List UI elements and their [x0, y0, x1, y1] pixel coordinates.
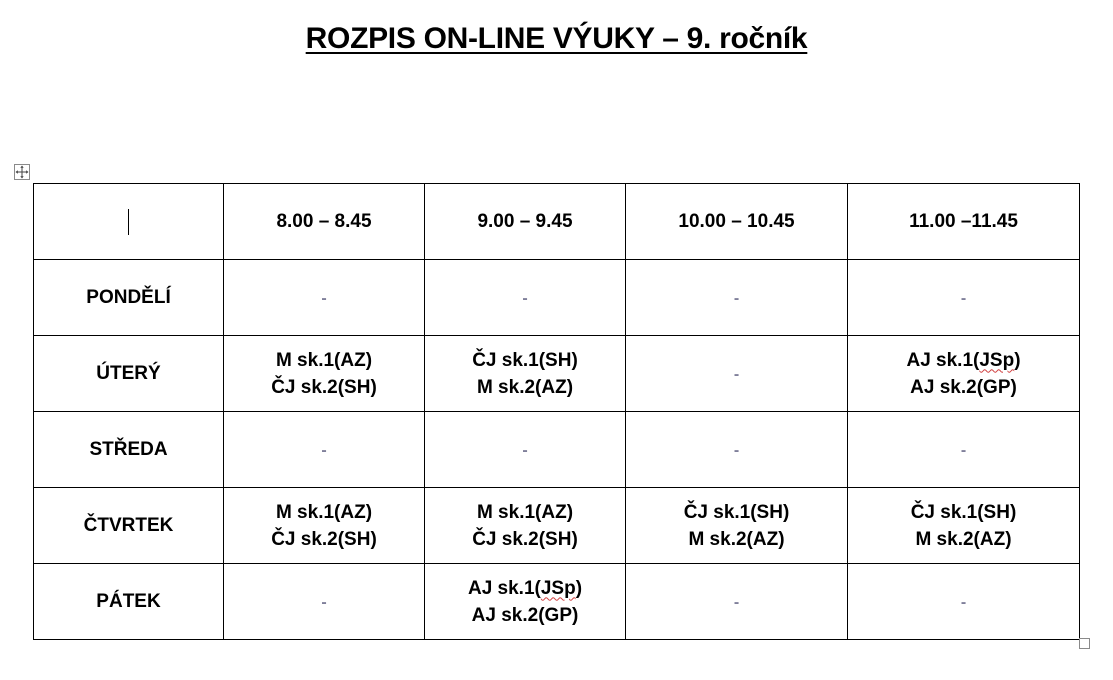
lesson-cell[interactable] — [848, 336, 1080, 412]
text-cursor — [128, 209, 129, 235]
empty-slot-dash: - — [321, 593, 327, 611]
day-cell[interactable] — [34, 488, 224, 564]
corner-cell[interactable] — [34, 184, 224, 260]
lesson-cell[interactable] — [848, 260, 1080, 336]
time-slot-header[interactable] — [425, 184, 626, 260]
document-title-text: ROZPIS ON-LINE VÝUKY – 9. ročník — [305, 22, 808, 55]
lesson-cell[interactable] — [224, 564, 425, 640]
time-slot-label: 9.00 – 9.45 — [477, 211, 573, 232]
lesson-line: M sk.1(AZ) — [275, 349, 373, 371]
day-label: PÁTEK — [96, 591, 161, 612]
lesson-line: AJ sk.1(JSp) — [467, 577, 583, 599]
empty-slot-dash: - — [960, 441, 967, 459]
resize-square-icon[interactable] — [1079, 638, 1090, 649]
day-cell[interactable] — [34, 564, 224, 640]
empty-slot-dash: - — [522, 441, 528, 459]
time-slot-label: 8.00 – 8.45 — [276, 211, 372, 232]
lesson-line: M sk.2(AZ) — [476, 376, 574, 398]
lesson-line: ČJ sk.2(SH) — [472, 528, 578, 550]
lesson-cell[interactable] — [224, 336, 425, 412]
lesson-line: AJ sk.2(GP) — [471, 604, 579, 626]
empty-slot-dash: - — [733, 289, 740, 307]
table-row — [34, 564, 1080, 640]
lesson-cell[interactable] — [626, 564, 848, 640]
time-slot-label: 10.00 – 10.45 — [678, 211, 795, 232]
lesson-cell[interactable] — [626, 260, 848, 336]
lesson-line: ČJ sk.2(SH) — [271, 376, 377, 398]
empty-slot-dash: - — [960, 593, 967, 611]
lesson-line: ČJ sk.2(SH) — [271, 528, 377, 550]
empty-slot-dash: - — [321, 441, 327, 459]
lesson-cell[interactable] — [224, 488, 425, 564]
time-slot-header[interactable] — [848, 184, 1080, 260]
lesson-line: M sk.1(AZ) — [476, 501, 574, 523]
day-cell[interactable] — [34, 260, 224, 336]
lesson-cell[interactable] — [425, 336, 626, 412]
document-title — [0, 22, 1113, 56]
lesson-cell[interactable] — [848, 564, 1080, 640]
lesson-cell[interactable] — [626, 488, 848, 564]
lesson-line: ČJ sk.1(SH) — [472, 349, 578, 371]
empty-slot-dash: - — [733, 441, 740, 459]
lesson-cell[interactable] — [224, 260, 425, 336]
header-row — [34, 184, 1080, 260]
lesson-line: ČJ sk.1(SH) — [910, 501, 1017, 523]
lesson-line: AJ sk.1(JSp) — [906, 349, 1021, 371]
time-slot-header[interactable] — [626, 184, 848, 260]
lesson-cell[interactable] — [626, 412, 848, 488]
empty-slot-dash: - — [522, 289, 528, 307]
empty-slot-dash: - — [321, 289, 327, 307]
empty-slot-dash: - — [960, 289, 967, 307]
empty-slot-dash: - — [733, 593, 740, 611]
lesson-line: M sk.2(AZ) — [688, 528, 785, 550]
lesson-cell[interactable] — [848, 412, 1080, 488]
day-label: ÚTERÝ — [96, 363, 161, 384]
day-label: PONDĚLÍ — [86, 287, 171, 308]
day-cell[interactable] — [34, 336, 224, 412]
lesson-cell[interactable] — [224, 412, 425, 488]
table-row — [34, 336, 1080, 412]
lesson-line: M sk.1(AZ) — [275, 501, 373, 523]
lesson-cell[interactable] — [425, 260, 626, 336]
table-row — [34, 488, 1080, 564]
move-arrows-icon[interactable] — [14, 164, 30, 180]
lesson-line: AJ sk.2(GP) — [910, 376, 1017, 398]
lesson-cell[interactable] — [848, 488, 1080, 564]
lesson-cell[interactable] — [425, 488, 626, 564]
day-label: STŘEDA — [89, 439, 168, 460]
time-slot-header[interactable] — [224, 184, 425, 260]
spellcheck-underline: JSp — [540, 577, 576, 599]
spellcheck-underline: JSp — [979, 349, 1015, 371]
lesson-cell[interactable] — [626, 336, 848, 412]
table-row — [34, 260, 1080, 336]
lesson-line: ČJ sk.1(SH) — [683, 501, 790, 523]
lesson-line: M sk.2(AZ) — [915, 528, 1012, 550]
time-slot-label: 11.00 –11.45 — [909, 211, 1018, 232]
day-label: ČTVRTEK — [83, 515, 174, 536]
schedule-table — [33, 183, 1080, 640]
table-row — [34, 412, 1080, 488]
day-cell[interactable] — [34, 412, 224, 488]
lesson-cell[interactable] — [425, 412, 626, 488]
empty-slot-dash: - — [733, 365, 740, 383]
lesson-cell[interactable] — [425, 564, 626, 640]
